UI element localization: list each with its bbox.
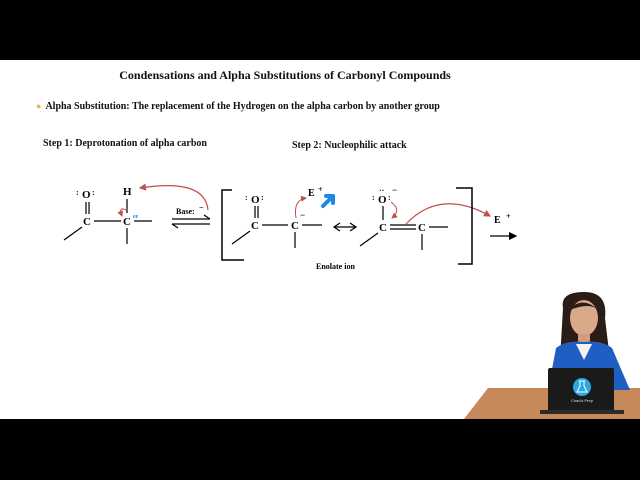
electrophile-2: E xyxy=(494,215,501,226)
molecule-carbanion xyxy=(232,185,323,248)
electrophile-1: E xyxy=(308,188,315,199)
molecule-ketone xyxy=(64,186,152,244)
slide-title: Condensations and Alpha Substitutions of Carbonyl Compounds xyxy=(119,68,451,82)
cursor-arrow-icon xyxy=(323,196,333,206)
step2-label: Step 2: Nucleophilic attack xyxy=(292,140,407,151)
bullet-text: Alpha Substitution: The replacement of the Hydrogen on the alpha carbon by another group xyxy=(45,101,440,112)
step1-label: Step 1: Deprotonation of alpha carbon xyxy=(43,138,207,149)
molecule-enolate xyxy=(360,185,511,250)
enolate-label: Enolate ion xyxy=(316,262,355,271)
atom-c4: C xyxy=(291,220,299,232)
atom-h: H xyxy=(123,186,132,198)
base-label: Base: xyxy=(176,207,195,216)
lecture-slide xyxy=(0,60,640,419)
atom-c6: C xyxy=(418,222,426,234)
lone-pair-o3-right: : xyxy=(388,193,391,202)
electron-mark: ee xyxy=(133,214,139,220)
lone-pair-o2-right: : xyxy=(261,193,264,202)
atom-c1: C xyxy=(83,216,91,228)
atom-o3: O xyxy=(378,194,387,206)
presenter-scene xyxy=(464,292,640,419)
lone-pair-o3-top: ·· xyxy=(379,186,385,195)
bullet-icon: ● xyxy=(36,101,42,111)
base-charge: − xyxy=(199,203,204,212)
atom-c3: C xyxy=(251,220,259,232)
atom-o1: O xyxy=(82,189,91,201)
atom-c2: C xyxy=(123,216,131,228)
electrophile-2-charge: + xyxy=(506,212,511,221)
bracket-right xyxy=(456,188,472,264)
mechanism-diagram xyxy=(0,60,640,419)
bracket-left xyxy=(222,190,244,260)
electrophile-1-charge: + xyxy=(318,185,323,194)
lone-pair-right: : xyxy=(92,188,95,197)
lone-pair-left: : xyxy=(76,188,79,197)
carbanion-charge: − xyxy=(300,210,306,220)
lone-pair-o3-left: : xyxy=(372,193,375,202)
atom-c5: C xyxy=(379,222,387,234)
oxyanion-charge: − xyxy=(392,185,398,195)
resonance-arrow xyxy=(334,223,356,231)
laptop-logo-text: Chad's Prep xyxy=(571,398,593,403)
atom-o2: O xyxy=(251,194,260,206)
lone-pair-o2-left: : xyxy=(245,193,248,202)
